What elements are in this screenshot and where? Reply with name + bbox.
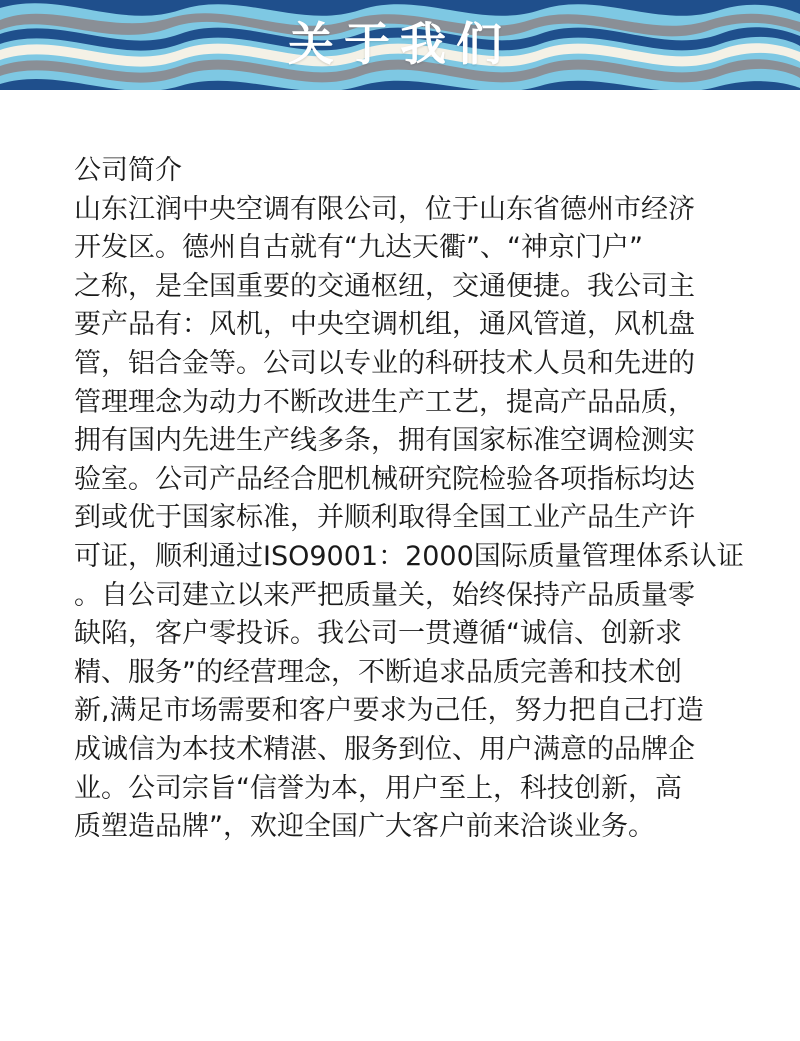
paragraph-line: 到或优于国家标准，并顺利取得全国工业产品生产许 xyxy=(74,502,695,534)
company-profile xyxy=(74,152,744,847)
paragraph-line: 精、服务”的经营理念，不断追求品质完善和技术创 xyxy=(74,656,682,688)
paragraph-line: 成诚信为本技术精湛、服务到位、用户满意的品牌企 xyxy=(74,733,695,765)
paragraph-line: 要产品有：风机，中央空调机组，通风管道，风机盘 xyxy=(74,309,695,341)
banner-title: 关于我们 xyxy=(288,17,512,71)
paragraph-line: 质塑造品牌”，欢迎全国广大客户前来洽谈业务。 xyxy=(74,811,655,843)
paragraph-line: 。自公司建立以来严把质量关，始终保持产品质量零 xyxy=(74,579,695,611)
paragraph-line: 验室。公司产品经合肥机械研究院检验各项指标均达 xyxy=(74,463,695,495)
paragraph-line: 之称，是全国重要的交通枢纽，交通便捷。我公司主 xyxy=(74,270,695,302)
paragraph-line: 缺陷，客户零投诉。我公司一贯遵循“诚信、创新求 xyxy=(74,618,682,650)
paragraph-line: 拥有国内先进生产线多条，拥有国家标准空调检测实 xyxy=(74,425,695,457)
paragraph-line: 业。公司宗旨“信誉为本，用户至上，科技创新，高 xyxy=(74,772,682,804)
paragraph-line: 管理理念为动力不断改进生产工艺，提高产品品质， xyxy=(74,386,695,418)
paragraph-line: 可证，顺利通过ISO9001：2000国际质量管理体系认证 xyxy=(74,540,744,572)
section-heading: 公司简介 xyxy=(74,155,182,186)
paragraph-line: 山东江润中央空调有限公司，位于山东省德州市经济 xyxy=(74,193,695,225)
profile-paragraph xyxy=(74,191,744,847)
paragraph-line: 管，铝合金等。公司以专业的科研技术人员和先进的 xyxy=(74,347,695,379)
header-banner xyxy=(0,0,800,90)
paragraph-line: 开发区。德州自古就有“九达天衢”、“神京门户” xyxy=(74,232,643,264)
paragraph-line: 新,满足市场需要和客户要求为己任，努力把自己打造 xyxy=(74,695,704,727)
